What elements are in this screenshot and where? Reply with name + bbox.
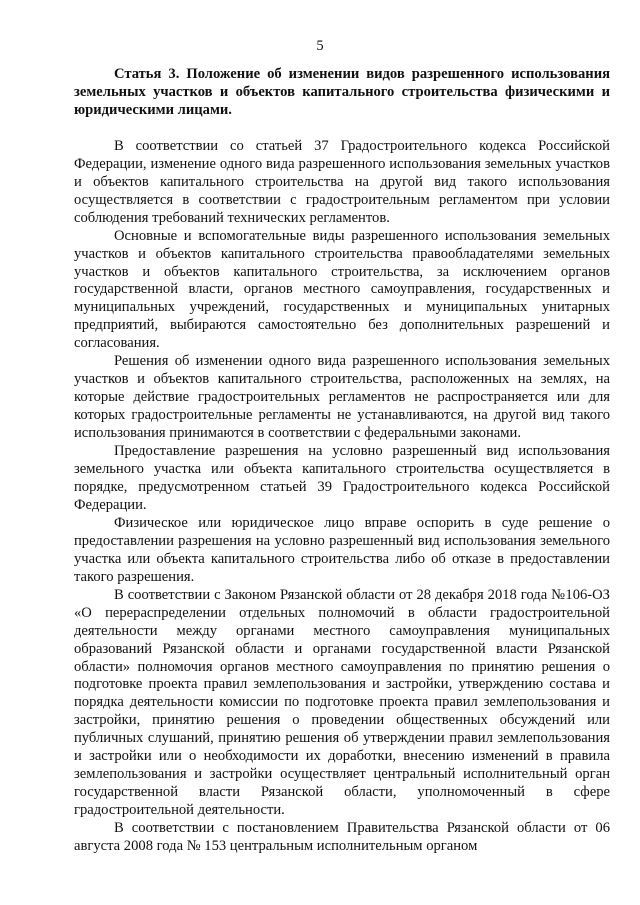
page-number: 5 xyxy=(316,38,324,54)
article-heading: Статья 3. Положение об изменении видов разрешенного использования земельных участков и объектов капитального строительства физическими и юридическими лицами. xyxy=(74,66,610,118)
paragraph-7: В соответствии с постановлением Правительства Рязанской области от 06 августа 2008 года № 153 центральным исполнительным органом xyxy=(74,820,610,855)
paragraph-5: Физическое или юридическое лицо вправе оспорить в суде решение о предоставлении разрешения на условно разрешенный вид использования земельного участка или объекта капитального строительства либо об отказе в предоставлении такого разрешения. xyxy=(74,514,610,585)
paragraph-2: Основные и вспомогательные виды разрешенного использования земельных участков и объектов капитального строительства правообладателями земельных участков и объектов капитального строительства, за исключением органов государственной власти, органов местного самоуправления, государственных и муниципальных учреждений, государственных и муниципальных унитарных предприятий, выбираются самостоятельно без дополнительных разрешений и согласования. xyxy=(74,227,610,352)
paragraph-4: Предоставление разрешения на условно разрешенный вид использования земельного участка или объекта капитального строительства осуществляется в порядке, предусмотренном статьей 39 Градостроительного кодекса Российской Федерации. xyxy=(74,443,610,513)
paragraph-6: В соответствии с Законом Рязанской области от 28 декабря 2018 года №106-ОЗ «О перераспределении отдельных полномочий в области градостроительной деятельности между органами местного самоуправления муниципальных образований Рязанской области и органами государственной власти Рязанской области» полномочия органов местного самоуправления по принятию решения о подготовке проекта правил землепользования и застройки, утверждению состава и порядка деятельности комиссии по подготовке проекта правил землепользования и застройки, принятию решения о проведении общественных обсуждений или публичных слушаний, принятию решения об утверждении правил землепользования и застройки или о необходимости их доработки, внесению изменений в правила землепользования и застройки осуществляет центральный исполнительный орган государственной власти Рязанской области, уполномоченный в сфере градостроительной деятельности. xyxy=(74,586,610,819)
paragraph-1: В соответствии со статьей 37 Градостроительного кодекса Российской Федерации, изменение одного вида разрешенного использования земельных участков и объектов капитального строительства на другой вид такого использования осуществляется в соответствии с градостроительным регламентом при условии соблюдения требований технических регламентов. xyxy=(74,137,610,226)
document-body xyxy=(74,66,610,856)
paragraph-3: Решения об изменении одного вида разрешенного использования земельных участков и объектов капитального строительства, расположенных на землях, на которые действие градостроительных регламентов не распространяется или для которых градостроительные регламенты не устанавливаются, на другой вид такого использования принимаются в соответствии с федеральными законами. xyxy=(74,353,610,442)
